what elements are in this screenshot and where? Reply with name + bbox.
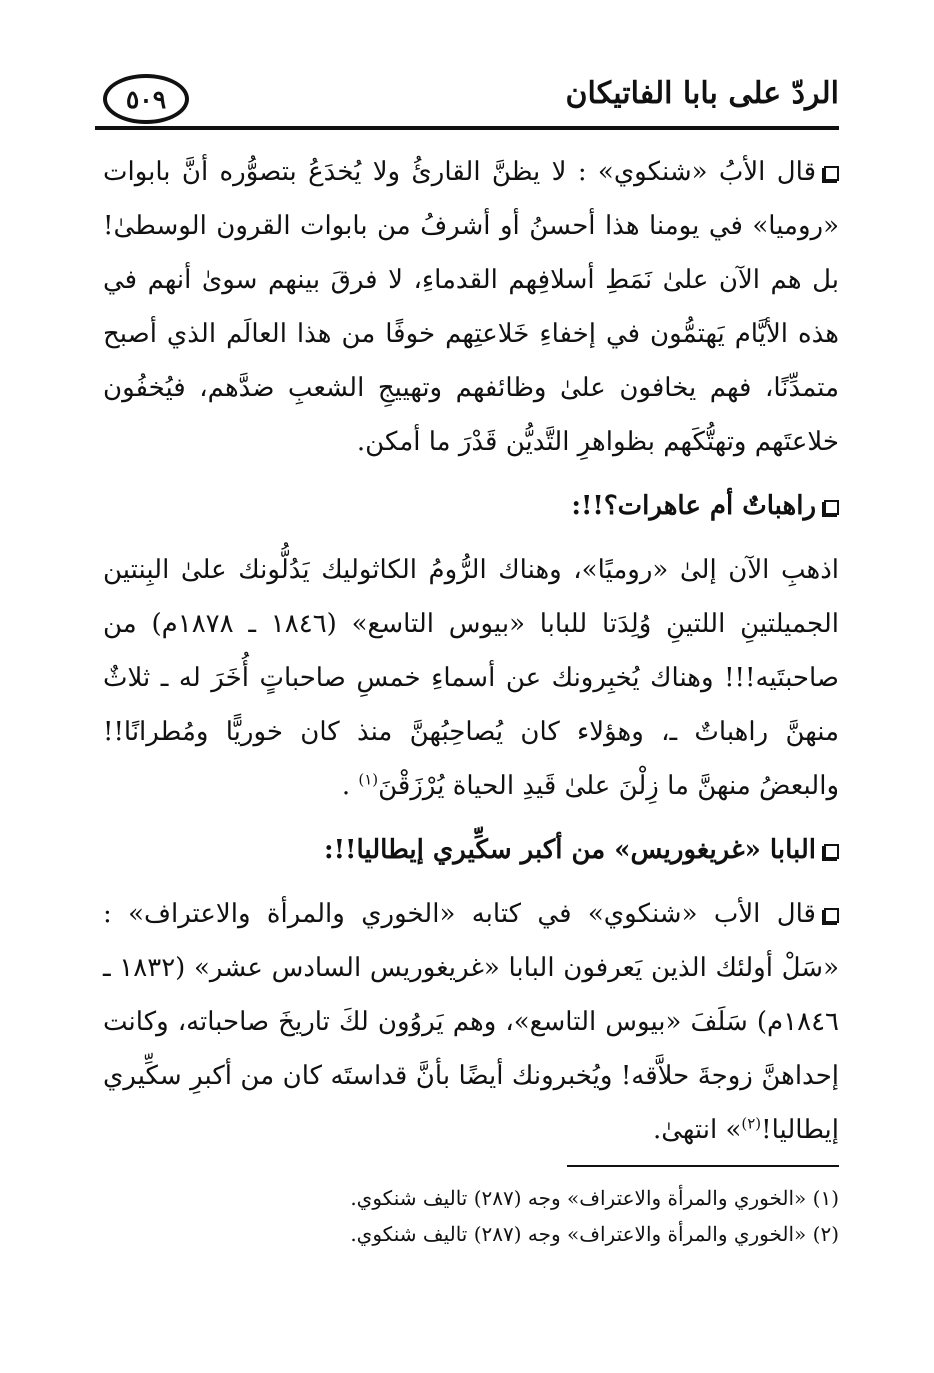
paragraph-3 <box>103 887 839 1157</box>
body-text <box>103 145 839 1157</box>
page-number-label: ٥٠٩ <box>125 84 167 114</box>
paragraph-2-end: . <box>341 771 359 801</box>
footnote-ref-1: (١) <box>358 770 379 789</box>
square-bullet-icon <box>824 500 839 515</box>
paragraph-3-text: قال الأب «شنكوي» في كتابه «الخوري والمرأة والاعتراف» : «سَلْ أولئك الذين يَعرفون البابا «غريغوريس السادس عشر» (١٨٣٢ ـ ١٨٤٦م) سَلَفَ «بيوس التاسع»، وهم يَروُون لكَ تاريخَ صاحباته، وكانت إحداهنَّ زوجةَ حلاَّقه! ويُخبرونك أيضًا بأنَّ قداستَه كان من أكبرِ سكِّيري إيطاليا! <box>103 899 839 1145</box>
paragraph-2-text: اذهبِ الآن إلىٰ «روميًا»، وهناك الرُّومُ الكاثوليك يَدُلُّونك علىٰ البِنتين الجميلتينِ اللتينِ وُلِدَتا للبابا «بيوس التاسع» (١٨٤٦ ـ ١٨٧٨م) من صاحبتَيه!!! وهناك يُخبِرونك عن أسماءِ خمسِ صاحباتٍ أُخَرَ له ـ ثلاثٌ منهنَّ راهباتٌ ـ، وهؤلاء كان يُصاحِبُهنَّ منذ كان خوريًّا ومُطرانًا!! والبعضُ منهنَّ ما زِلْنَ علىٰ قَيدِ الحياة يُرْزَقْنَ <box>103 555 839 801</box>
page-number <box>103 74 189 124</box>
footnote-ref-2: (٢) <box>741 1114 762 1133</box>
running-title: الردّ على بابا الفاتيكان <box>565 76 839 111</box>
page-header <box>95 70 839 134</box>
paragraph-2 <box>103 543 839 813</box>
paragraph-1-text: قال الأبُ «شنكوي» : لا يظنَّ القارئُ ولا يُخدَعُ بتصوُّره أنَّ بابوات «روميا» في يومنا هذا أحسنُ أو أشرفُ من بابوات القرون الوسطىٰ! بل هم الآن علىٰ نَمَطِ أسلافِهم القدماءِ، لا فرقَ بينهم سوىٰ أنهم في هذه الأيَّام يَهتمُّون في إخفاءِ خَلاعتِهم خوفًا من هذا العالَم الذي أصبح متمدِّنًا، فهم يخافون علىٰ وظائفهم وتهييجِ الشعبِ ضدَّهم، فيُخفُون خلاعتَهم وتهتُّكَهم بظواهرِ التَّديُّن قَدْرَ ما أمكن. <box>103 157 839 457</box>
header-rule <box>95 126 839 130</box>
section-heading-2 <box>103 823 839 877</box>
footnote-2: (٢) «الخوري والمرأة والاعتراف» وجه (٢٨٧) تاليف شنكوي. <box>350 1222 839 1246</box>
footnote-1: (١) «الخوري والمرأة والاعتراف» وجه (٢٨٧) تاليف شنكوي. <box>350 1186 839 1210</box>
paragraph-3-end: » انتهىٰ. <box>652 1115 742 1145</box>
square-bullet-icon <box>824 166 839 181</box>
footnotes <box>103 1180 839 1252</box>
section-heading-2-text: البابا «غريغوريس» من أكبر سكِّيري إيطاليا!!: <box>324 835 816 865</box>
footnote-separator <box>567 1165 839 1167</box>
paragraph-1 <box>103 145 839 469</box>
section-heading-1-text: راهباتٌ أم عاهرات؟!!: <box>571 491 816 521</box>
square-bullet-icon <box>824 908 839 923</box>
section-heading-1 <box>103 479 839 533</box>
square-bullet-icon <box>824 844 839 859</box>
